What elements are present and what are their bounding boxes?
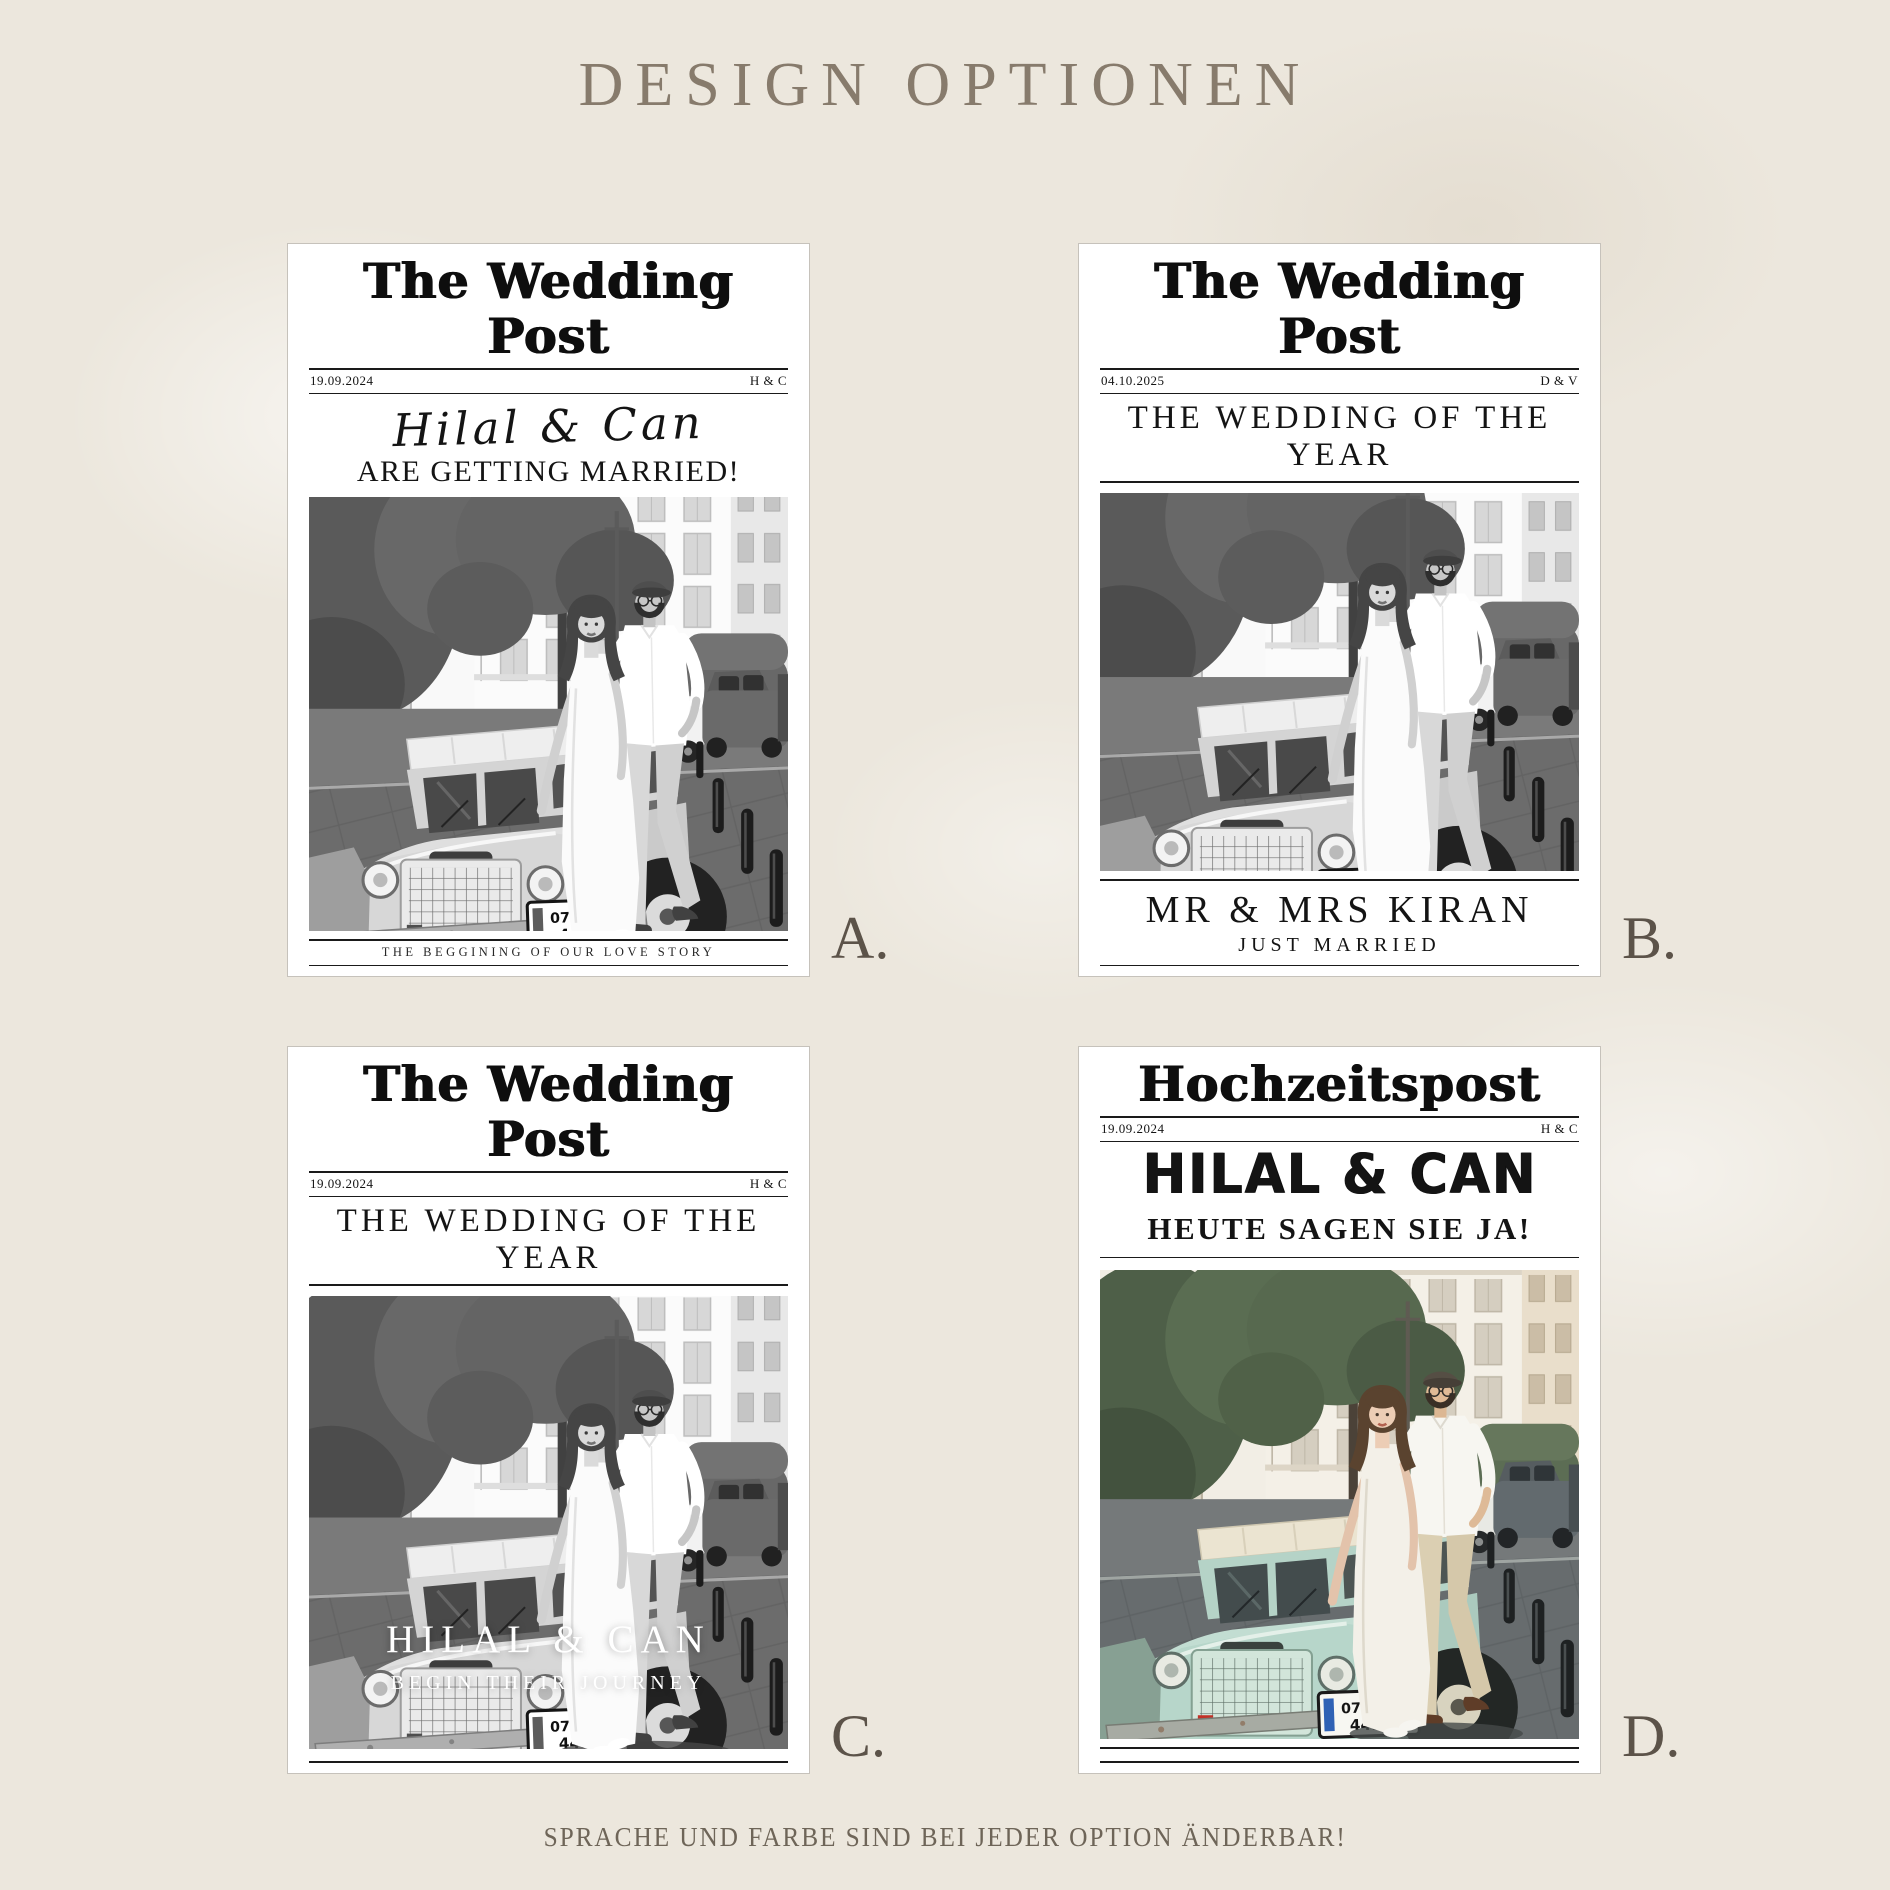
headline: THE WEDDING OF THE YEAR	[1127, 400, 1552, 474]
design-card-a	[287, 243, 810, 977]
issue-date: 04.10.2025	[1101, 372, 1165, 388]
page-footer-note: SPRACHE UND FARBE SIND BEI JEDER OPTION ÄNDERBAR!	[543, 1822, 1347, 1852]
subheadline: HEUTE SAGEN SIE JA!	[1147, 1210, 1532, 1246]
divider	[1100, 1761, 1579, 1763]
divider	[309, 1284, 788, 1286]
option-label-d: D.	[1622, 1703, 1681, 1769]
masthead: The Wedding Post	[1154, 252, 1525, 365]
subline: JUST MARRIED	[1238, 933, 1441, 956]
page-title: DESIGN OPTIONEN	[578, 51, 1312, 119]
date-row	[1100, 1118, 1579, 1141]
couple-initials: H & C	[749, 372, 787, 388]
divider	[309, 1761, 788, 1763]
divider	[1100, 481, 1579, 483]
overlay-title: HILAL & CAN	[386, 1617, 711, 1661]
date-row	[309, 1173, 788, 1196]
headline: THE WEDDING OF THE YEAR	[336, 1203, 761, 1277]
option-label-c: C.	[831, 1703, 887, 1769]
photo-overlay	[309, 1617, 788, 1695]
couple-initials: H & C	[749, 1175, 787, 1191]
masthead: The Wedding Post	[363, 1055, 734, 1168]
couple-initials: D & V	[1540, 372, 1578, 388]
headline: HILAL & CAN	[1142, 1143, 1537, 1208]
date-row	[1100, 370, 1579, 393]
option-label-a: A.	[831, 905, 890, 971]
names-line: MR & MRS KIRAN	[1145, 888, 1534, 931]
divider	[309, 965, 788, 967]
wedding-photo	[1100, 493, 1579, 871]
divider	[1100, 1257, 1579, 1259]
design-card-d	[1078, 1046, 1601, 1774]
masthead: The Wedding Post	[363, 252, 734, 365]
divider	[1100, 1747, 1579, 1749]
overlay-subtitle: BEGIN THEIR JOURNEY	[390, 1671, 707, 1694]
option-label-b: B.	[1622, 905, 1678, 971]
headline: ARE GETTING MARRIED!	[356, 455, 741, 489]
design-card-c	[287, 1046, 810, 1774]
masthead: Hochzeitspost	[1138, 1055, 1541, 1113]
divider	[1100, 965, 1579, 967]
script-headline: Hilal & Can	[391, 396, 706, 458]
wedding-photo	[309, 1296, 788, 1749]
photo-caption: THE BEGGINING OF OUR LOVE STORY	[381, 944, 716, 959]
issue-date: 19.09.2024	[1101, 1120, 1165, 1136]
issue-date: 19.09.2024	[310, 372, 374, 388]
wedding-photo	[1100, 1270, 1579, 1739]
design-card-b	[1078, 243, 1601, 977]
wedding-photo	[309, 497, 788, 931]
couple-initials: H & C	[1540, 1120, 1578, 1136]
issue-date: 19.09.2024	[310, 1175, 374, 1191]
